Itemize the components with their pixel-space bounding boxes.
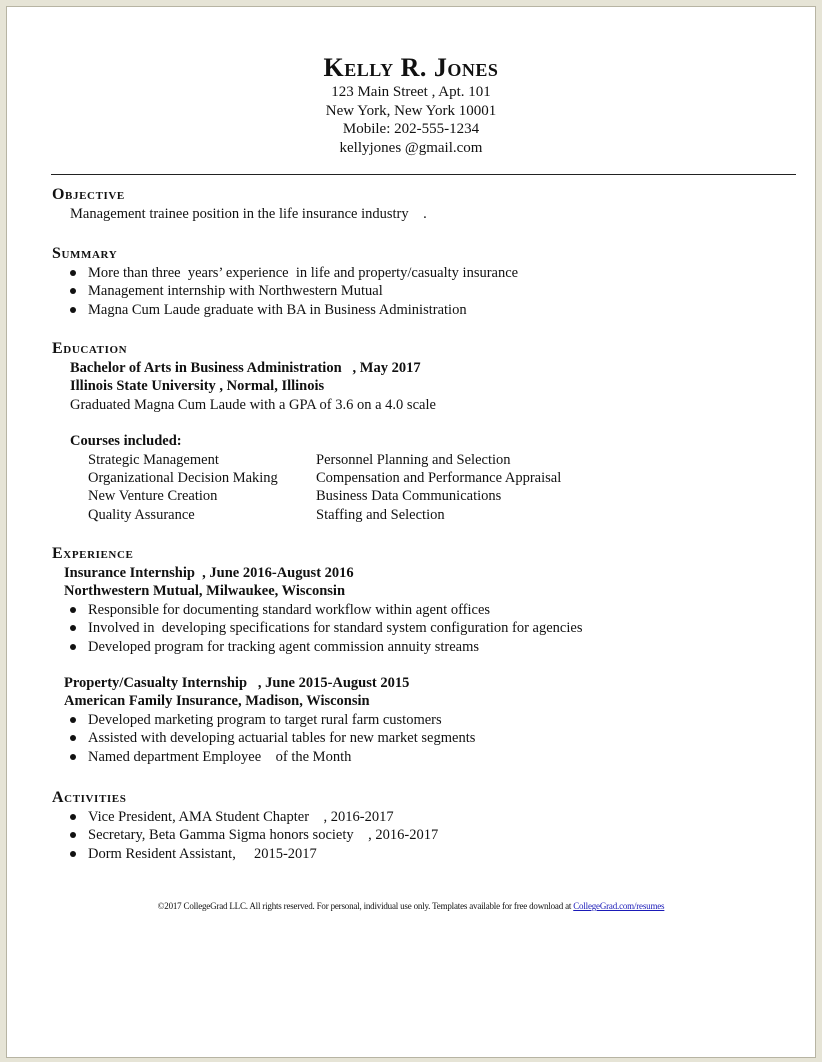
courses-label: Courses included:	[70, 433, 182, 450]
degree-line: Bachelor of Arts in Business Administration , May 2017	[70, 360, 421, 376]
list-item: Vice President, AMA Student Chapter , 2016-2017	[52, 808, 792, 826]
bullet-icon	[70, 851, 76, 857]
list-item: Magna Cum Laude graduate with BA in Business Administration	[52, 301, 792, 319]
bullet-icon	[70, 814, 76, 820]
section-title: Education	[52, 340, 128, 357]
course-item: Organizational Decision Making	[88, 470, 278, 487]
address-line-1: 123 Main Street , Apt. 101	[331, 84, 491, 100]
bullet-icon	[70, 832, 76, 838]
bullet-icon	[70, 754, 76, 760]
list-item: Involved in developing specifications for standard system configuration for agencies	[52, 619, 792, 637]
footer-link[interactable]: CollegeGrad.com/resumes	[573, 901, 665, 911]
section-title: Experience	[52, 545, 134, 562]
course-item: Compensation and Performance Appraisal	[316, 470, 562, 487]
objective-text: Management trainee position in the life insurance industry .	[70, 206, 427, 222]
list-item: Responsible for documenting standard workflow within agent offices	[52, 601, 792, 619]
bullet-icon	[70, 307, 76, 313]
job-role: Property/Casualty Internship , June 2015-August 2015	[64, 675, 410, 692]
bullet-icon	[70, 625, 76, 631]
job-entry	[52, 564, 792, 656]
bullet-icon	[70, 717, 76, 723]
bullet-icon	[70, 644, 76, 650]
summary-section	[52, 244, 792, 319]
mobile-phone: Mobile: 202-555-1234	[342, 121, 480, 138]
courses-grid	[52, 451, 792, 525]
job-org: American Family Insurance, Madison, Wisconsin	[64, 693, 370, 710]
job-entry	[52, 674, 792, 766]
course-item: Quality Assurance	[88, 506, 195, 523]
objective-section	[52, 185, 792, 223]
list-item: Management internship with Northwestern Mutual	[52, 282, 792, 300]
address-line-2: New York, New York 10001	[325, 102, 497, 119]
candidate-name: Kelly R. Jones	[323, 53, 499, 82]
section-title: Activities	[52, 789, 127, 806]
list-item: Developed marketing program to target rural farm customers	[52, 711, 792, 729]
bullet-icon	[70, 270, 76, 276]
job-org: Northwestern Mutual, Milwaukee, Wisconsin	[64, 583, 346, 600]
school-line: Illinois State University , Normal, Illinois	[70, 378, 325, 395]
resume-header	[7, 53, 815, 157]
section-title: Summary	[52, 245, 118, 262]
resume-page	[6, 6, 816, 1058]
list-item: Developed program for tracking agent commission annuity streams	[52, 638, 792, 656]
course-item: Staffing and Selection	[316, 506, 445, 523]
list-item: More than three years’ experience in life and property/casualty insurance	[52, 264, 792, 282]
section-title: Objective	[52, 186, 125, 203]
course-item: Personnel Planning and Selection	[316, 451, 511, 468]
education-section	[52, 339, 792, 524]
course-item: Business Data Communications	[316, 488, 502, 505]
bullet-icon	[70, 607, 76, 613]
copyright-footer	[7, 900, 815, 912]
job-duties	[52, 711, 792, 766]
list-item: Secretary, Beta Gamma Sigma honors society , 2016-2017	[52, 826, 792, 844]
activities-section	[52, 788, 792, 863]
job-duties	[52, 601, 792, 656]
gpa-line: Graduated Magna Cum Laude with a GPA of 3.6 on a 4.0 scale	[70, 396, 436, 413]
course-item: New Venture Creation	[88, 488, 218, 505]
summary-list	[52, 264, 792, 319]
experience-section	[52, 544, 792, 766]
bullet-icon	[70, 288, 76, 294]
bullet-icon	[70, 735, 76, 741]
job-role: Insurance Internship , June 2016-August 2016	[64, 565, 354, 581]
list-item: Named department Employee of the Month	[52, 748, 792, 766]
header-divider	[51, 174, 796, 175]
list-item: Assisted with developing actuarial tables for new market segments	[52, 729, 792, 747]
list-item: Dorm Resident Assistant, 2015-2017	[52, 845, 792, 863]
footer-text: ©2017 CollegeGrad LLC. All rights reserved. For personal, individual use only. Templates available for free download at	[157, 901, 574, 911]
activities-list	[52, 808, 792, 863]
course-item: Strategic Management	[88, 451, 219, 468]
email-address: kellyjones @gmail.com	[339, 139, 483, 156]
